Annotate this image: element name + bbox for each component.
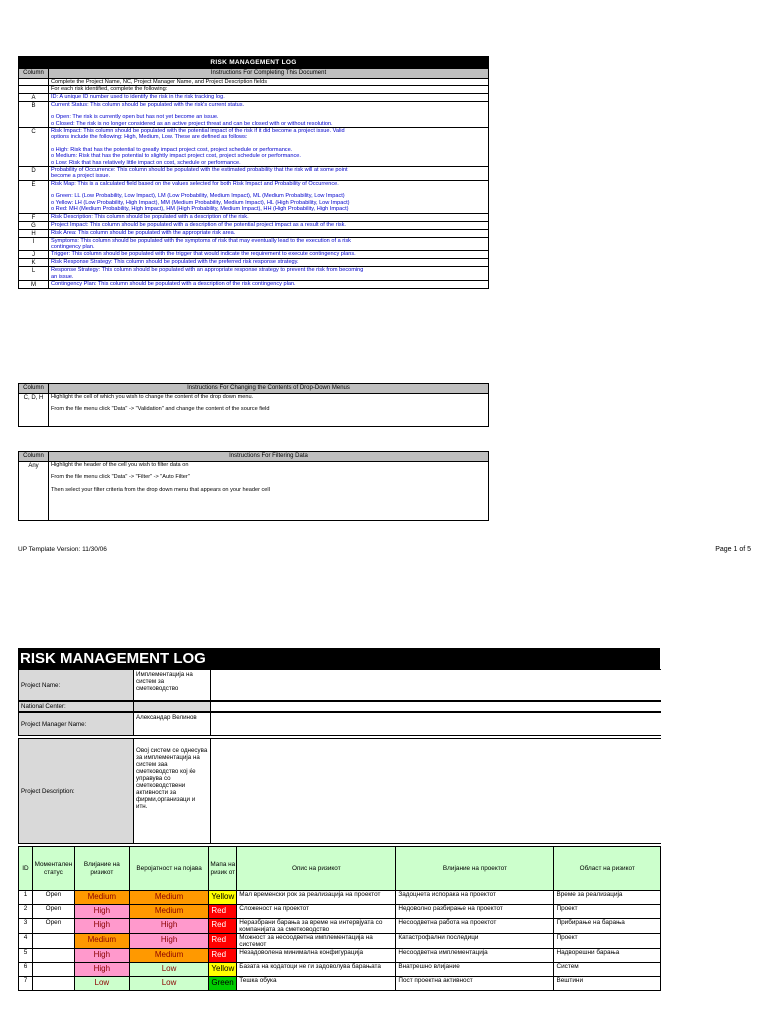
table-row xyxy=(19,94,488,102)
column-letter: K xyxy=(19,259,49,266)
column-header: Column xyxy=(19,452,49,461)
instruction-line: Risk Description: This column should be populated with a description of the risk. xyxy=(51,213,249,220)
risk-map[interactable]: Red xyxy=(209,905,237,919)
filter-header-row xyxy=(19,452,488,462)
instruction-line: o Medium: Risk that has the potential to slightly impact project cost, project schedule or performance. xyxy=(51,153,301,160)
filter-table xyxy=(18,451,489,521)
risk-id[interactable]: 7 xyxy=(19,977,33,991)
risk-id[interactable]: 3 xyxy=(19,919,33,934)
col-header-area[interactable]: Област на ризикот xyxy=(554,847,661,891)
risk-row xyxy=(19,905,661,919)
instruction-line: From the file menu click "Data" -> "Filter" -> "Auto Filter" xyxy=(51,474,190,481)
info-value[interactable]: Александар Велинов xyxy=(134,712,211,736)
risk-status[interactable] xyxy=(32,963,74,977)
instruction-text xyxy=(49,94,488,101)
table-row xyxy=(19,86,488,93)
risk-project-impact[interactable]: Недоволно разбирање на проектот xyxy=(396,905,554,919)
risk-description[interactable]: Можност за несоодветна имплементација на системот xyxy=(237,934,396,949)
risk-row xyxy=(19,977,661,991)
instructions-table xyxy=(18,56,489,289)
risk-project-impact[interactable]: Пост проектна активност xyxy=(396,977,554,991)
risk-description[interactable]: Незадоволена минимална конфигурација xyxy=(237,949,396,963)
risk-status[interactable] xyxy=(32,934,74,949)
instruction-text xyxy=(49,238,488,251)
risk-id[interactable]: 4 xyxy=(19,934,33,949)
info-spacer xyxy=(211,738,661,844)
info-value[interactable]: Имплементација на систем за сметководство xyxy=(134,669,211,701)
risk-map[interactable]: Yellow xyxy=(209,891,237,905)
risk-area[interactable]: Проект xyxy=(554,934,661,949)
risk-probability[interactable]: Medium xyxy=(129,949,209,963)
risk-impact[interactable]: High xyxy=(74,905,129,919)
risk-row xyxy=(19,891,661,905)
instruction-line: For each risk identified, complete the following: xyxy=(51,86,168,93)
risk-area[interactable]: Систем xyxy=(554,963,661,977)
instruction-text xyxy=(49,102,488,127)
instruction-text xyxy=(49,214,488,221)
col-header-probability[interactable]: Веројатност на појава xyxy=(129,847,209,891)
instruction-text xyxy=(49,281,488,288)
instruction-text xyxy=(49,86,488,92)
dropdown-table xyxy=(18,383,489,427)
table-row xyxy=(19,214,488,222)
table-row xyxy=(19,79,488,86)
column-letter: A xyxy=(19,94,49,101)
risk-description[interactable]: Мал временски рок за реализација на проектот xyxy=(237,891,396,905)
column-letter: L xyxy=(19,267,49,280)
column-letter: J xyxy=(19,251,49,258)
column-letter: G xyxy=(19,222,49,229)
column-letter: C xyxy=(19,128,49,166)
risk-probability[interactable]: High xyxy=(129,919,209,934)
column-letter xyxy=(19,86,49,92)
instruction-line: options include the following: High, Medium, Low. These are defined as follows: xyxy=(51,134,248,141)
instruction-text xyxy=(49,167,488,180)
national-center-row xyxy=(18,701,661,712)
instruction-line: Then select your filter criteria from the drop down menu that appears on your header cell xyxy=(51,486,270,493)
instruction-line: Highlight the header of the cell you wish to filter data on xyxy=(51,462,189,468)
info-label: Project Name: xyxy=(18,669,134,701)
column-letter: Any xyxy=(19,462,49,520)
header-row xyxy=(19,847,661,891)
risk-project-impact[interactable]: Катастрофални последици xyxy=(396,934,554,949)
instruction-line: an issue. xyxy=(51,273,74,280)
col-header-risk-map[interactable]: Мапа на ризик от xyxy=(209,847,237,891)
instruction-line: Highlight the cell of which you wish to change the content of the drop down menu. xyxy=(51,394,254,400)
instruction-line: From the file menu click "Data" -> "Validation" and change the content of the source field xyxy=(51,406,270,413)
risk-probability[interactable]: Low xyxy=(129,977,209,991)
risk-impact[interactable]: High xyxy=(74,963,129,977)
column-letter: D xyxy=(19,167,49,180)
column-header: Column xyxy=(19,69,49,78)
risk-description[interactable]: Сложеност на проектот xyxy=(237,905,396,919)
instruction-line: o High: Risk that has the potential to greatly impact project cost, project schedule or performance. xyxy=(51,146,293,153)
info-value[interactable] xyxy=(134,701,211,712)
instruction-line: o Red: MH (Medium Probability, High Impact), HM (High Probability, Medium Impact), HH (High Probability, High Impact) xyxy=(51,206,349,213)
instruction-line: ID: A unique ID number used to identify the risk in the risk tracking log. xyxy=(51,93,225,100)
risk-map[interactable]: Red xyxy=(209,919,237,934)
table-row xyxy=(19,167,488,181)
column-letter: E xyxy=(19,181,49,213)
risk-row xyxy=(19,949,661,963)
risk-area[interactable]: Надворешни барања xyxy=(554,949,661,963)
risk-probability[interactable]: Medium xyxy=(129,905,209,919)
col-header-id[interactable]: ID xyxy=(19,847,33,891)
instruction-text xyxy=(49,259,488,266)
instructions-rows xyxy=(19,79,488,288)
instruction-line: Complete the Project Name, NC, Project Manager Name, and Project Description fields xyxy=(51,79,268,85)
instruction-line: become a project issue. xyxy=(51,173,111,180)
risk-project-impact[interactable]: Внатрешно влијание xyxy=(396,963,554,977)
instruction-text xyxy=(49,462,488,520)
table-row xyxy=(19,259,488,267)
page-number: Page 1 of 5 xyxy=(715,546,751,553)
info-spacer xyxy=(211,701,661,712)
risk-map[interactable]: Yellow xyxy=(209,963,237,977)
instruction-text xyxy=(49,251,488,258)
info-label: Project Description: xyxy=(18,738,134,844)
instruction-text xyxy=(49,230,488,237)
table-row xyxy=(19,281,488,288)
risk-impact[interactable]: High xyxy=(74,919,129,934)
risk-project-impact[interactable]: Несоодветна работа на проектот xyxy=(396,919,554,934)
table-row xyxy=(19,102,488,128)
risk-probability[interactable]: Medium xyxy=(129,891,209,905)
table-row xyxy=(19,230,488,238)
col-header-description[interactable]: Опис на ризикот xyxy=(237,847,396,891)
risk-map[interactable]: Red xyxy=(209,934,237,949)
project-name-row xyxy=(18,669,661,701)
filter-header: Instructions For Filtering Data xyxy=(229,453,308,459)
dropdown-header-row xyxy=(19,384,488,394)
risk-project-impact[interactable]: Несоодветна имплементација xyxy=(396,949,554,963)
instruction-line: Current Status: This column should be populated with the risk's current status. xyxy=(51,101,245,108)
risk-impact[interactable]: Medium xyxy=(74,891,129,905)
instruction-line: Probability of Occurrence: This column should be populated with the estimated probability that the risk will at some point xyxy=(51,167,348,174)
risk-row xyxy=(19,919,661,934)
info-value[interactable]: Овој систем се однесува за имплементација на систем заа сметководство кој ќе управува со сметководствени активности за фирми,организаци и итн. xyxy=(134,738,211,844)
risk-id[interactable]: 2 xyxy=(19,905,33,919)
instruction-line: Risk Impact: This column should be populated with the potential impact of the risk if it did become a project issue. Valid xyxy=(51,128,345,135)
instruction-line: Response Strategy: This column should be populated with an appropriate response strategy to prevent the risk from becoming xyxy=(51,267,364,274)
risk-id[interactable]: 1 xyxy=(19,891,33,905)
risk-id[interactable]: 6 xyxy=(19,963,33,977)
column-letter: H xyxy=(19,230,49,237)
instructions-header-row xyxy=(19,69,488,79)
risk-area[interactable]: Вештини xyxy=(554,977,661,991)
risk-map[interactable]: Red xyxy=(209,949,237,963)
info-spacer xyxy=(211,712,661,736)
column-letter: I xyxy=(19,238,49,251)
instruction-text xyxy=(49,181,488,213)
instruction-text xyxy=(49,79,488,85)
risk-project-impact[interactable]: Задоцнета испорака на проектот xyxy=(396,891,554,905)
risk-status[interactable] xyxy=(32,977,74,991)
project-description-row xyxy=(18,738,661,844)
instruction-line: Project Impact: This column should be populated with a description of the potential project impact as a result of the risk. xyxy=(51,221,346,228)
column-header: Column xyxy=(19,384,49,393)
risk-status[interactable]: Open xyxy=(32,919,74,934)
instruction-line: Risk Area: This column should be populated with the appropriate risk area. xyxy=(51,229,236,236)
info-label: National Center: xyxy=(18,701,134,712)
instruction-line: Trigger: This column should be populated with the trigger that would indicate the requirement to execute contingency plans. xyxy=(51,251,356,258)
table-row xyxy=(19,251,488,259)
page2-title: RISK MANAGEMENT LOG xyxy=(18,648,660,669)
table-row xyxy=(19,267,488,281)
risk-probability[interactable]: Low xyxy=(129,963,209,977)
instruction-text xyxy=(49,222,488,229)
table-row xyxy=(19,462,488,520)
risk-status[interactable]: Open xyxy=(32,891,74,905)
table-row xyxy=(19,181,488,214)
risk-description[interactable]: Тешка обука xyxy=(237,977,396,991)
risk-probability[interactable]: High xyxy=(129,934,209,949)
instructions-header: Instructions For Completing This Document xyxy=(210,70,327,76)
risk-row xyxy=(19,934,661,949)
table-row xyxy=(19,394,488,426)
instruction-line: o Low: Risk that has relatively little impact on cost, schedule or performance. xyxy=(51,159,241,166)
column-letter xyxy=(19,79,49,85)
dropdown-header: Instructions For Changing the Contents of Drop-Down Menus xyxy=(187,385,350,391)
risk-description[interactable]: Базата на кодатоци не ги задоволува барањата xyxy=(237,963,396,977)
instruction-line: Risk Map: This is a calculated field based on the values selected for both Risk Impact and Probability of Occurrence. xyxy=(51,180,339,187)
instruction-text xyxy=(49,267,488,280)
instruction-line: contingency plan. xyxy=(51,243,95,250)
risk-impact[interactable]: High xyxy=(74,949,129,963)
risk-area[interactable]: Прибирање на барања xyxy=(554,919,661,934)
column-letter: F xyxy=(19,214,49,221)
risk-description[interactable]: Неразбрани барања за време на интервјуата со компанијата за сметководство xyxy=(237,919,396,934)
instruction-line: o Green: LL (Low Probability, Low Impact), LM (Low Probability, Medium Impact), ML (Medium Probability, Low Impact) xyxy=(51,193,345,200)
risk-id[interactable]: 5 xyxy=(19,949,33,963)
table-row xyxy=(19,222,488,230)
column-letter: C, D, H xyxy=(19,394,49,426)
info-label: Project Manager Name: xyxy=(18,712,134,736)
column-letter: B xyxy=(19,102,49,127)
risk-rows xyxy=(19,891,661,991)
col-header-impact[interactable]: Влијание на ризикот xyxy=(74,847,129,891)
risk-row xyxy=(19,963,661,977)
project-manager-row xyxy=(18,712,661,736)
risk-map[interactable]: Green xyxy=(209,977,237,991)
table-row xyxy=(19,128,488,167)
info-spacer xyxy=(211,669,661,701)
risk-table xyxy=(18,846,661,991)
risk-status[interactable] xyxy=(32,949,74,963)
instruction-line: o Open: The risk is currently open but has not yet become an issue. xyxy=(51,114,219,121)
instruction-text xyxy=(49,394,488,426)
instruction-text xyxy=(49,128,488,166)
column-letter: M xyxy=(19,281,49,288)
col-header-status[interactable]: Моментален статус xyxy=(32,847,74,891)
instruction-line: Symptoms: This column should be populated with the symptoms of risk that may eventually lead to the execution of a risk xyxy=(51,237,351,244)
instruction-line: o Closed: The risk is no longer considered as an active project threat and can be closed with or without resolution. xyxy=(51,120,333,127)
page1-title: RISK MANAGEMENT LOG xyxy=(19,57,488,69)
risk-impact[interactable]: Medium xyxy=(74,934,129,949)
table-row xyxy=(19,238,488,252)
instruction-line: Risk Response Strategy: This column should be populated with the preferred risk response strategy. xyxy=(51,259,299,266)
risk-impact[interactable]: Low xyxy=(74,977,129,991)
instruction-line: o Yellow: LH (Low Probability, High Impact), MM (Medium Probability, Medium Impact), HL (High Probability, Low Impact) xyxy=(51,199,350,206)
col-header-project-impact[interactable]: Влијание на проектот xyxy=(396,847,554,891)
risk-area[interactable]: Време за реализација xyxy=(554,891,661,905)
template-version: UP Template Version: 11/30/06 xyxy=(18,546,107,553)
instruction-line: Contingency Plan: This column should be populated with a description of the risk contingency plan. xyxy=(51,281,296,288)
risk-area[interactable]: Проект xyxy=(554,905,661,919)
risk-status[interactable]: Open xyxy=(32,905,74,919)
